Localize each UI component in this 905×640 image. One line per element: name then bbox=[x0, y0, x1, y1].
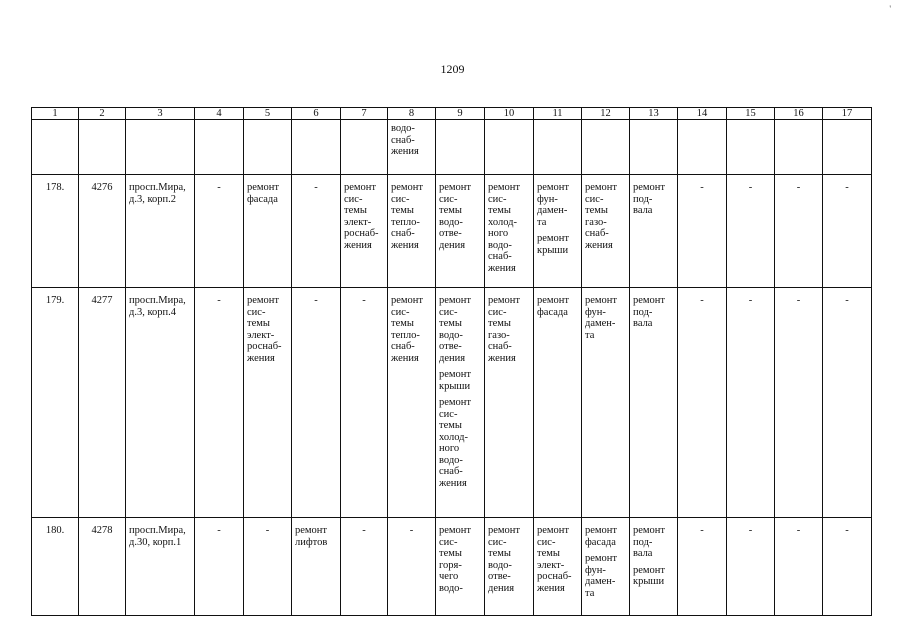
cell-line: жения bbox=[391, 146, 419, 157]
address bbox=[126, 518, 195, 616]
building-code bbox=[79, 518, 126, 616]
work-item bbox=[391, 295, 434, 364]
page-number: 1209 bbox=[440, 62, 465, 76]
cell-col-10 bbox=[485, 518, 534, 616]
column-header-9: 9 bbox=[436, 108, 485, 120]
cell-line: ремонт bbox=[585, 525, 618, 536]
cell bbox=[436, 120, 485, 175]
cell-col-11 bbox=[534, 288, 582, 518]
cell-line: роснаб- bbox=[344, 228, 379, 239]
cell-line: та bbox=[585, 587, 595, 599]
cell-line: жения bbox=[391, 352, 419, 364]
cell-line: под- bbox=[633, 306, 653, 318]
cell bbox=[341, 120, 388, 175]
cell-line: дения bbox=[439, 239, 466, 251]
cell-line: ремонт bbox=[633, 564, 666, 576]
work-item bbox=[344, 182, 386, 251]
dash: - bbox=[217, 295, 221, 306]
cell-line: ремонт bbox=[439, 397, 472, 408]
cell-line: темы bbox=[391, 205, 414, 216]
cell-line: тепло- bbox=[391, 329, 420, 341]
address bbox=[126, 175, 195, 288]
column-header-14: 14 bbox=[678, 108, 727, 120]
cell-line: просп.Мира, bbox=[129, 525, 186, 536]
work-item bbox=[537, 295, 580, 318]
cell bbox=[292, 120, 341, 175]
cell-line: темы bbox=[391, 318, 414, 329]
work-item bbox=[488, 295, 532, 364]
cell-col-17 bbox=[823, 175, 872, 288]
dash: - bbox=[409, 525, 414, 536]
cell-col-7 bbox=[341, 288, 388, 518]
cell bbox=[727, 120, 775, 175]
work-item bbox=[585, 553, 628, 599]
cell-line: элект- bbox=[537, 559, 565, 571]
row-number-text: 179. bbox=[45, 295, 65, 306]
column-header-7: 7 bbox=[341, 108, 388, 120]
cell-line: сис- bbox=[585, 193, 604, 205]
cell-line: крыши bbox=[439, 380, 471, 392]
cell-col-11 bbox=[534, 518, 582, 616]
work-item bbox=[585, 295, 628, 341]
work-item bbox=[537, 233, 580, 256]
work-item bbox=[391, 182, 434, 251]
cell-line: темы bbox=[537, 548, 560, 559]
cell-line: элект- bbox=[344, 216, 372, 228]
cell-line: сис- bbox=[439, 193, 458, 205]
work-item bbox=[247, 182, 290, 205]
cell-line: сис- bbox=[344, 193, 363, 205]
cell-line: темы bbox=[439, 318, 462, 329]
column-header-8: 8 bbox=[388, 108, 436, 120]
dash: - bbox=[845, 525, 849, 536]
dash: - bbox=[845, 182, 849, 193]
cell-line: жения bbox=[585, 239, 613, 251]
cell-line: под- bbox=[633, 536, 653, 548]
work-item bbox=[633, 182, 676, 217]
cell-line: темы bbox=[247, 318, 270, 329]
cell-line: фасада bbox=[585, 536, 616, 548]
dash: - bbox=[217, 182, 221, 193]
cell-line: холод- bbox=[439, 431, 468, 443]
building-code-text: 4278 bbox=[91, 525, 113, 536]
cell-col-5 bbox=[244, 175, 292, 288]
cell-col-16 bbox=[775, 175, 823, 288]
cell-col-4 bbox=[195, 288, 244, 518]
cell-col-13 bbox=[630, 288, 678, 518]
dash: - bbox=[314, 182, 318, 193]
cell-line: просп.Мира, bbox=[129, 182, 186, 193]
cell-line: ремонт bbox=[633, 295, 666, 306]
cell-line: ремонт bbox=[391, 295, 424, 306]
row-number-text: 180. bbox=[45, 525, 65, 536]
cell-line: снаб- bbox=[585, 228, 609, 239]
work-item bbox=[247, 295, 290, 364]
column-header-13: 13 bbox=[630, 108, 678, 120]
cell-col-8 bbox=[388, 175, 436, 288]
cell-line: ремонт bbox=[585, 182, 618, 193]
cell-line: отве- bbox=[488, 571, 511, 582]
building-code-text: 4277 bbox=[91, 295, 113, 306]
table-row bbox=[32, 288, 872, 518]
column-header-2: 2 bbox=[79, 108, 126, 120]
cell-col-6 bbox=[292, 288, 341, 518]
cell-col-5 bbox=[244, 288, 292, 518]
column-header-17: 17 bbox=[823, 108, 872, 120]
dash: - bbox=[796, 525, 801, 536]
row-number bbox=[32, 175, 79, 288]
column-header-11: 11 bbox=[534, 108, 582, 120]
cell-line: фасада bbox=[247, 193, 278, 205]
cell-line: снаб- bbox=[391, 341, 415, 352]
cell-line: лифтов bbox=[295, 536, 328, 548]
column-header-12: 12 bbox=[582, 108, 630, 120]
dash: - bbox=[362, 295, 366, 306]
work-item bbox=[585, 525, 628, 548]
cell-col-9 bbox=[436, 288, 485, 518]
work-item bbox=[537, 525, 580, 594]
building-code bbox=[79, 288, 126, 518]
cell-line: дамен- bbox=[585, 318, 616, 329]
cell-line: роснаб- bbox=[247, 341, 282, 352]
cell-continuation-8 bbox=[388, 120, 436, 175]
dash: - bbox=[265, 525, 270, 536]
cell-line: крыши bbox=[537, 244, 569, 256]
dash: - bbox=[217, 525, 221, 536]
cell-line: под- bbox=[633, 193, 653, 205]
cell-line: отве- bbox=[439, 228, 462, 239]
works-table bbox=[31, 107, 872, 616]
cell-col-12 bbox=[582, 288, 630, 518]
cell-line: газо- bbox=[488, 329, 510, 341]
cell-line: ремонт bbox=[633, 182, 666, 193]
cell bbox=[195, 120, 244, 175]
work-item bbox=[439, 397, 483, 489]
cell-line: фун- bbox=[585, 564, 606, 576]
cell-line: д.3, корп.2 bbox=[129, 193, 177, 205]
cell-line: темы bbox=[488, 318, 511, 329]
building-code-text: 4276 bbox=[91, 182, 113, 193]
cell-line: ремонт bbox=[439, 525, 472, 536]
cell bbox=[126, 120, 195, 175]
cell-line: та bbox=[585, 329, 595, 341]
cell-line: сис- bbox=[439, 306, 458, 318]
cell bbox=[79, 120, 126, 175]
cell-line: просп.Мира, bbox=[129, 295, 186, 306]
column-header-4: 4 bbox=[195, 108, 244, 120]
dash: - bbox=[314, 295, 318, 306]
dash: - bbox=[700, 525, 704, 536]
cell-line: ремонт bbox=[439, 182, 472, 193]
cell-line: ремонт bbox=[585, 553, 618, 564]
cell bbox=[534, 120, 582, 175]
cell-line: водо- bbox=[439, 454, 463, 466]
cell-line: жения bbox=[537, 582, 565, 594]
cell-line: ного bbox=[488, 228, 509, 239]
cell-line: снаб- bbox=[391, 134, 415, 146]
cell-line: жения bbox=[488, 262, 516, 274]
cell-col-7 bbox=[341, 175, 388, 288]
cell-line: роснаб- bbox=[537, 571, 572, 582]
cell-line: ного bbox=[439, 443, 460, 454]
work-item bbox=[439, 369, 483, 392]
header-row bbox=[32, 108, 872, 120]
cell-line: ремонт bbox=[537, 233, 570, 244]
cell bbox=[582, 120, 630, 175]
cell-line: ремонт bbox=[247, 182, 280, 193]
cell-line: темы bbox=[439, 548, 462, 559]
cell-line: сис- bbox=[391, 193, 410, 205]
cell-line: темы bbox=[344, 205, 367, 216]
cell-line: сис- bbox=[247, 306, 266, 318]
cell-line: темы bbox=[488, 548, 511, 559]
dash: - bbox=[748, 295, 753, 306]
cell-col-15 bbox=[727, 288, 775, 518]
cell bbox=[485, 120, 534, 175]
cell-col-10 bbox=[485, 288, 534, 518]
cell-line: снаб- bbox=[488, 251, 512, 262]
dash: - bbox=[796, 295, 801, 306]
continuation-row bbox=[32, 120, 872, 175]
cell-col-14 bbox=[678, 518, 727, 616]
cell-line: вала bbox=[633, 205, 653, 216]
cell-col-14 bbox=[678, 288, 727, 518]
cell-line: ремонт bbox=[488, 295, 521, 306]
cell-col-11 bbox=[534, 175, 582, 288]
cell-col-16 bbox=[775, 288, 823, 518]
column-header-6: 6 bbox=[292, 108, 341, 120]
cell-line: дамен- bbox=[585, 576, 616, 587]
cell-line: вала bbox=[633, 548, 653, 559]
cell-line: ремонт bbox=[488, 182, 521, 193]
cell-col-17 bbox=[823, 518, 872, 616]
work-item bbox=[633, 295, 676, 330]
cell-line: элект- bbox=[247, 329, 275, 341]
cell-line: ремонт bbox=[633, 525, 666, 536]
cell-col-13 bbox=[630, 518, 678, 616]
cell bbox=[678, 120, 727, 175]
cell-line: дения bbox=[439, 352, 466, 364]
cell-line: сис- bbox=[488, 306, 507, 318]
cell-line: жения bbox=[247, 352, 275, 364]
cell-line: чего bbox=[439, 571, 459, 582]
work-item bbox=[439, 295, 483, 364]
cell-line: д.3, корп.4 bbox=[129, 306, 177, 318]
dash: - bbox=[845, 295, 849, 306]
cell-col-4 bbox=[195, 175, 244, 288]
cell-col-10 bbox=[485, 175, 534, 288]
cell-line: водо- bbox=[439, 582, 463, 594]
work-item bbox=[439, 525, 483, 594]
column-header-10: 10 bbox=[485, 108, 534, 120]
building-code bbox=[79, 175, 126, 288]
cell-line: ремонт bbox=[391, 182, 424, 193]
cell-line: сис- bbox=[537, 536, 556, 548]
address bbox=[126, 288, 195, 518]
cell-line: ремонт bbox=[585, 295, 618, 306]
cell-col-8 bbox=[388, 288, 436, 518]
cell bbox=[32, 120, 79, 175]
cell-line: ремонт bbox=[537, 295, 570, 306]
cell-line: снаб- bbox=[391, 228, 415, 239]
cell-line: ремонт bbox=[344, 182, 377, 193]
work-item bbox=[488, 182, 532, 274]
cell-line: фун- bbox=[537, 193, 558, 205]
cell-line: водо- bbox=[391, 123, 415, 134]
cell-line: ремонт bbox=[295, 525, 328, 536]
cell-line: темы bbox=[488, 205, 511, 216]
cell-line: водо- bbox=[488, 559, 512, 571]
cell-line: водо- bbox=[439, 216, 463, 228]
column-header-5: 5 bbox=[244, 108, 292, 120]
cell-col-4 bbox=[195, 518, 244, 616]
cell-line: сис- bbox=[488, 536, 507, 548]
cell-col-17 bbox=[823, 288, 872, 518]
cell-line: водо- bbox=[488, 239, 512, 251]
cell-col-7 bbox=[341, 518, 388, 616]
cell-line: горя- bbox=[439, 559, 462, 571]
cell-col-14 bbox=[678, 175, 727, 288]
cell-line: дамен- bbox=[537, 205, 568, 216]
cell-line: темы bbox=[585, 205, 608, 216]
cell-line: сис- bbox=[439, 408, 458, 420]
work-item bbox=[537, 182, 580, 228]
cell-line: крыши bbox=[633, 576, 665, 587]
cell-col-9 bbox=[436, 175, 485, 288]
cell-col-12 bbox=[582, 175, 630, 288]
cell-line: жения bbox=[488, 352, 516, 364]
cell-line: ремонт bbox=[488, 525, 521, 536]
cell-col-6 bbox=[292, 518, 341, 616]
cell-line: ремонт bbox=[537, 525, 570, 536]
table-row bbox=[32, 175, 872, 288]
cell-line: ремонт bbox=[439, 369, 472, 380]
cell bbox=[775, 120, 823, 175]
cell-line: газо- bbox=[585, 216, 607, 228]
cell-line: д.30, корп.1 bbox=[129, 536, 182, 548]
cell-line: сис- bbox=[488, 193, 507, 205]
cell bbox=[823, 120, 872, 175]
cell-line: тепло- bbox=[391, 216, 420, 228]
cell-line: отве- bbox=[439, 341, 462, 352]
cell bbox=[630, 120, 678, 175]
cell-col-8 bbox=[388, 518, 436, 616]
cell-col-9 bbox=[436, 518, 485, 616]
cell-line: водо- bbox=[439, 329, 463, 341]
cell-line: снаб- bbox=[439, 466, 463, 477]
cell-line: сис- bbox=[391, 306, 410, 318]
dash: - bbox=[796, 182, 801, 193]
work-item bbox=[633, 565, 676, 588]
cell-col-6 bbox=[292, 175, 341, 288]
cell-col-15 bbox=[727, 518, 775, 616]
cell-line: дения bbox=[488, 582, 515, 594]
cell-line: та bbox=[537, 216, 547, 228]
work-item bbox=[488, 525, 532, 594]
cell-col-5 bbox=[244, 518, 292, 616]
work-item bbox=[295, 525, 339, 548]
cell-line: снаб- bbox=[488, 341, 512, 352]
cell-line: холод- bbox=[488, 216, 517, 228]
cell-line: ремонт bbox=[439, 295, 472, 306]
cell-line: ремонт bbox=[247, 295, 280, 306]
cell-line: вала bbox=[633, 318, 653, 329]
corner-mark: ' bbox=[889, 4, 891, 14]
row-number-text: 178. bbox=[45, 182, 65, 193]
work-item bbox=[585, 182, 628, 251]
cell-line: фун- bbox=[585, 306, 606, 318]
dash: - bbox=[700, 182, 704, 193]
work-item bbox=[633, 525, 676, 560]
cell-col-12 bbox=[582, 518, 630, 616]
row-number bbox=[32, 518, 79, 616]
work-item bbox=[439, 182, 483, 251]
dash: - bbox=[362, 525, 366, 536]
cell-line: темы bbox=[439, 420, 462, 431]
column-header-1: 1 bbox=[32, 108, 79, 120]
cell-line: жения bbox=[439, 477, 467, 489]
cell-col-13 bbox=[630, 175, 678, 288]
cell-line: жения bbox=[344, 239, 372, 251]
table-row bbox=[32, 518, 872, 616]
cell bbox=[244, 120, 292, 175]
column-header-16: 16 bbox=[775, 108, 823, 120]
column-header-15: 15 bbox=[727, 108, 775, 120]
cell-col-16 bbox=[775, 518, 823, 616]
dash: - bbox=[748, 182, 753, 193]
cell-line: ремонт bbox=[537, 182, 570, 193]
cell-line: жения bbox=[391, 239, 419, 251]
cell-col-15 bbox=[727, 175, 775, 288]
row-number bbox=[32, 288, 79, 518]
cell-line: фасада bbox=[537, 306, 568, 318]
dash: - bbox=[748, 525, 753, 536]
cell-line: сис- bbox=[439, 536, 458, 548]
column-header-3: 3 bbox=[126, 108, 195, 120]
dash: - bbox=[700, 295, 704, 306]
cell-line: темы bbox=[439, 205, 462, 216]
